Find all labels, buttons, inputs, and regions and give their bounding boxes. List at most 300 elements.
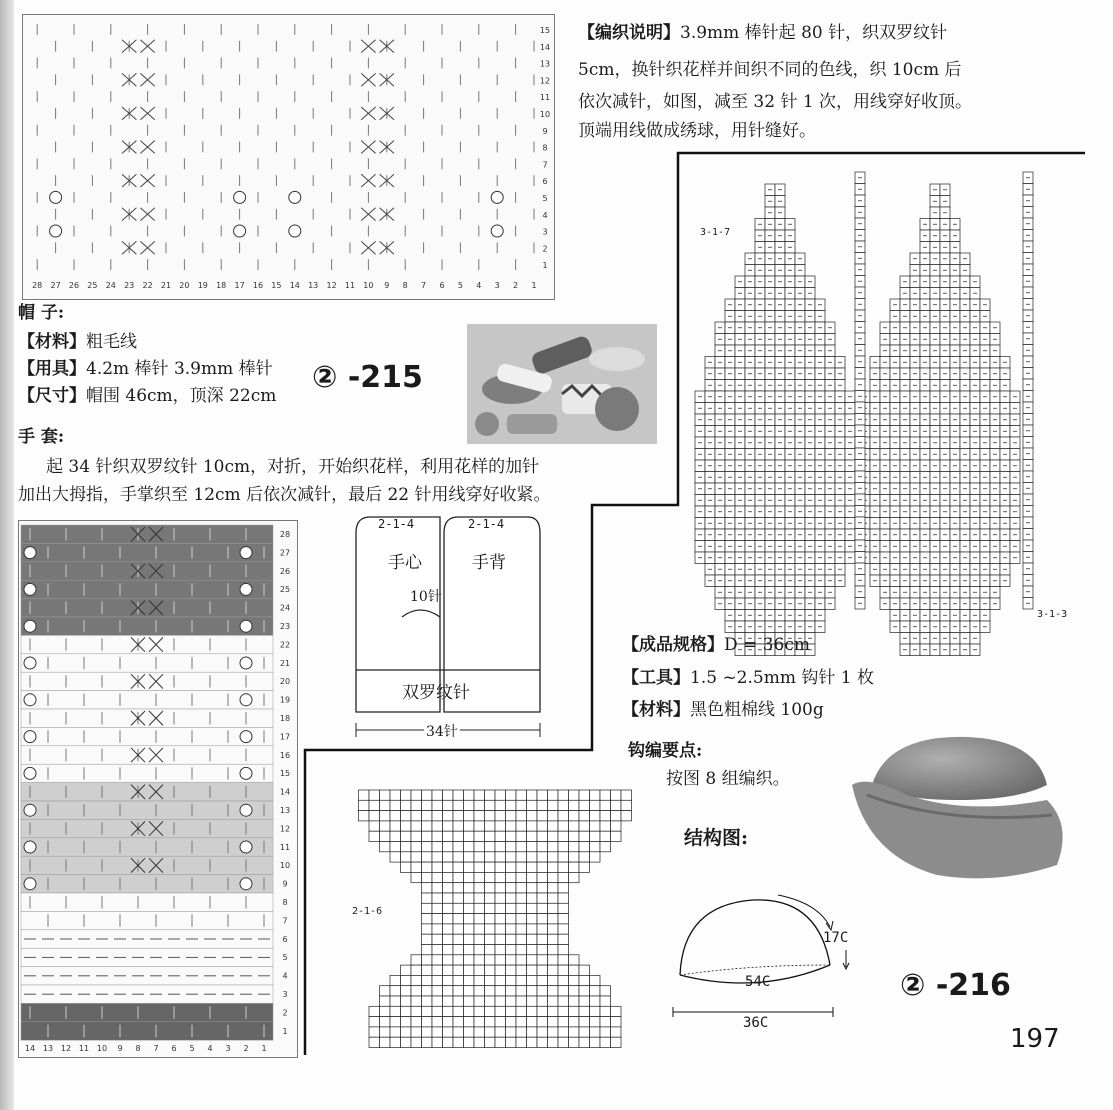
crochet-grid-cell: [527, 852, 538, 862]
column-number: 11: [344, 281, 356, 290]
crochet-grid-cell: [390, 1017, 401, 1027]
crochet-grid-cell: [600, 800, 611, 810]
crochet-grid-cell: [464, 975, 475, 985]
crochet-grid-cell: [516, 945, 527, 955]
crochet-grid-cell: [422, 790, 433, 800]
crochet-grid-cell: [516, 831, 527, 841]
crochet-grid-cell: [390, 842, 401, 852]
crochet-grid-cell: [506, 1037, 517, 1047]
chart-row-band: [21, 948, 273, 966]
row-number: 17: [279, 732, 291, 742]
chart-row-band: [21, 1003, 273, 1021]
crochet-grid-cell: [411, 986, 422, 996]
crochet-grid-cell: [558, 790, 569, 800]
chart-row-band: [21, 893, 273, 911]
crochet-grid-cell: [485, 934, 496, 944]
row-number: 10: [539, 110, 551, 119]
crochet-grid-cell: [537, 1037, 548, 1047]
column-number: 22: [142, 281, 153, 290]
crochet-grid-cell: [464, 883, 475, 893]
crochet-tool-value: 1.5 ~2.5mm 钩针 1 枚: [690, 668, 874, 688]
crochet-grid-cell: [558, 831, 569, 841]
crochet-grid-cell: [432, 924, 443, 934]
crochet-grid-cell: [558, 945, 569, 955]
crochet-grid-cell: [474, 1017, 485, 1027]
row-number: 20: [279, 677, 291, 687]
crochet-grid-cell: [558, 996, 569, 1006]
crochet-grid-cell: [495, 852, 506, 862]
crochet-grid-cell: [495, 862, 506, 872]
crochet-grid-cell: [432, 965, 443, 975]
crochet-grid-cell: [453, 883, 464, 893]
crochet-grid-cell: [537, 924, 548, 934]
crochet-grid-cell: [422, 903, 433, 913]
crochet-grid-cell: [380, 821, 391, 831]
crochet-grid-cell: [401, 1037, 412, 1047]
crochet-grid-cell: [495, 831, 506, 841]
crochet-grid-cell: [464, 831, 475, 841]
yarn-over-symbol: [240, 878, 252, 890]
crochet-grid-cell: [558, 955, 569, 965]
crochet-grid-cell: [600, 986, 611, 996]
column-number: 1: [531, 281, 537, 290]
row-number: 4: [542, 210, 548, 220]
crochet-grid-cell: [569, 831, 580, 841]
crochet-grid-cell: [422, 986, 433, 996]
crochet-grid-cell: [432, 862, 443, 872]
crochet-grid-cell: [485, 883, 496, 893]
crochet-grid-cell: [569, 852, 580, 862]
crochet-grid-cell: [422, 1017, 433, 1027]
crochet-grid-cell: [485, 945, 496, 955]
crochet-grid-cell: [411, 852, 422, 862]
crochet-grid-cell: [516, 811, 527, 821]
crochet-grid-cell: [443, 965, 454, 975]
crochet-grid-cell: [495, 945, 506, 955]
column-number: 8: [402, 281, 408, 290]
crochet-grid-cell: [411, 996, 422, 1006]
crochet-grid-cell: [422, 862, 433, 872]
chart-row-band: [21, 783, 273, 801]
crochet-grid-cell: [401, 1027, 412, 1037]
crochet-grid-cell: [506, 872, 517, 882]
crochet-grid-cell: [422, 842, 433, 852]
crochet-grid-cell: [590, 1037, 601, 1047]
crochet-grid-cell: [506, 862, 517, 872]
crochet-grid-cell: [579, 800, 590, 810]
hat-size-value: 帽围 46cm，顶深 22cm: [86, 386, 277, 406]
crochet-grid-cell: [611, 800, 622, 810]
crochet-grid-cell: [516, 800, 527, 810]
crochet-grid-cell: [453, 914, 464, 924]
crochet-grid-cell: [411, 862, 422, 872]
crochet-grid-cell: [537, 1017, 548, 1027]
yarn-over-symbol: [24, 657, 36, 669]
crochet-grid-cell: [390, 821, 401, 831]
row-number: 19: [279, 695, 291, 705]
crochet-grid-cell: [474, 965, 485, 975]
yarn-over-symbol: [24, 731, 36, 743]
glove-shape-diagram: [340, 505, 540, 745]
crochet-grid-cell: [495, 934, 506, 944]
crochet-grid-cell: [537, 811, 548, 821]
crochet-grid-cell: [590, 1027, 601, 1037]
crochet-grid-cell: [548, 945, 559, 955]
crochet-grid-cell: [611, 1006, 622, 1016]
hat-panel-chart: [690, 170, 1090, 610]
yarn-over-symbol: [24, 804, 36, 816]
crochet-grid-cell: [485, 965, 496, 975]
crochet-grid-cell: [579, 1027, 590, 1037]
crochet-grid-cell: [548, 996, 559, 1006]
crochet-grid-cell: [464, 945, 475, 955]
crochet-grid-cell: [411, 842, 422, 852]
crochet-grid-cell: [537, 872, 548, 882]
crochet-grid-cell: [569, 800, 580, 810]
crochet-grid-cell: [464, 1006, 475, 1016]
crochet-grid-cell: [464, 821, 475, 831]
crochet-grid-cell: [464, 893, 475, 903]
crochet-grid-cell: [548, 903, 559, 913]
column-number: 21: [160, 281, 172, 290]
cap-photo: [847, 725, 1077, 885]
hat-tools-row: [18, 356, 273, 382]
yarn-over-symbol: [240, 547, 252, 559]
crochet-grid-cell: [516, 996, 527, 1006]
crochet-grid-cell: [453, 996, 464, 1006]
crochet-grid-cell: [590, 1017, 601, 1027]
crochet-grid-cell: [537, 790, 548, 800]
crochet-grid-cell: [516, 934, 527, 944]
crochet-grid-cell: [474, 1027, 485, 1037]
row-number: 10: [279, 861, 291, 871]
glove-rib-label: 双罗纹针: [402, 683, 470, 703]
dim-diameter: 36C: [740, 1015, 771, 1031]
row-number: 2: [282, 1008, 288, 1018]
crochet-grid-cell: [401, 986, 412, 996]
glove-text-line-2: 加出大拇指，手掌织至 12cm 后依次减针，最后 22 针用线穿好收紧。: [18, 485, 551, 505]
row-number: 15: [539, 26, 551, 35]
crochet-grid-cell: [600, 1017, 611, 1027]
crochet-grid-cell: [506, 914, 517, 924]
crochet-grid-cell: [495, 872, 506, 882]
crochet-grid-cell: [474, 924, 485, 934]
crochet-grid-cell: [380, 986, 391, 996]
glove-dec-left: 2-1-4: [378, 517, 415, 531]
row-number: 25: [279, 585, 291, 595]
row-number: 9: [542, 126, 548, 136]
crochet-grid-cell: [558, 934, 569, 944]
crochet-grid-cell: [527, 883, 538, 893]
crochet-grid-cell: [380, 1006, 391, 1016]
crochet-grid-cell: [495, 996, 506, 1006]
row-number: 21: [279, 658, 291, 668]
crochet-grid-cell: [390, 831, 401, 841]
glove-text-line-1: 起 34 针织双罗纹针 10cm，对折，开始织花样，利用花样的加针: [46, 457, 540, 477]
crochet-grid-cell: [537, 852, 548, 862]
instructions-line-2: 5cm，换针织花样并间织不同的色线，织 10cm 后: [578, 60, 962, 80]
crochet-grid-cell: [443, 914, 454, 924]
crochet-grid-cell: [600, 811, 611, 821]
crochet-grid-cell: [621, 800, 632, 810]
row-number: 22: [279, 640, 291, 650]
crochet-grid-cell: [537, 914, 548, 924]
crochet-grid-cell: [516, 1006, 527, 1016]
crochet-grid-cell: [506, 831, 517, 841]
column-number: 11: [78, 1044, 90, 1053]
chart-row-band: [21, 801, 273, 819]
crochet-grid-cell: [495, 1017, 506, 1027]
crochet-grid-cell: [569, 975, 580, 985]
crochet-grid-cell: [359, 800, 370, 810]
crochet-grid-cell: [464, 1037, 475, 1047]
crochet-grid-cell: [506, 986, 517, 996]
crochet-grid-cell: [432, 811, 443, 821]
crochet-grid-cell: [600, 1027, 611, 1037]
crochet-key-points-title: 钩编要点:: [628, 741, 703, 761]
column-number: 27: [50, 281, 61, 290]
crochet-grid-cell: [506, 903, 517, 913]
crochet-grid-cell: [453, 831, 464, 841]
hat-material-value: 粗毛线: [86, 332, 137, 352]
crochet-grid-cell: [369, 821, 380, 831]
crochet-grid-cell: [569, 955, 580, 965]
crochet-grid-cell: [495, 842, 506, 852]
crochet-grid-cell: [548, 852, 559, 862]
crochet-grid-cell: [537, 986, 548, 996]
crochet-grid-cell: [390, 811, 401, 821]
crochet-grid-cell: [453, 1017, 464, 1027]
hat-material-row: [18, 329, 137, 355]
glove-width-label: 34针: [424, 721, 460, 741]
crochet-grid-cell: [411, 1017, 422, 1027]
crochet-grid-cell: [432, 934, 443, 944]
crochet-grid-cell: [464, 924, 475, 934]
crochet-grid-cell: [432, 831, 443, 841]
chart-row-band: [21, 819, 273, 837]
crochet-grid-cell: [579, 842, 590, 852]
crochet-grid-cell: [401, 1006, 412, 1016]
crochet-grid-cell: [390, 996, 401, 1006]
crochet-grid-cell: [443, 934, 454, 944]
crochet-grid-cell: [485, 1037, 496, 1047]
column-number: 1: [261, 1044, 267, 1053]
crochet-grid-cell: [600, 1037, 611, 1047]
crochet-grid-cell: [537, 842, 548, 852]
crochet-grid-cell: [485, 831, 496, 841]
crochet-grid-cell: [390, 1027, 401, 1037]
crochet-grid-cell: [432, 996, 443, 1006]
crochet-grid-cell: [359, 790, 370, 800]
crochet-grid-cell: [432, 821, 443, 831]
row-number: 12: [539, 76, 551, 86]
crochet-grid-cell: [527, 893, 538, 903]
crochet-grid-cell: [453, 821, 464, 831]
chart-row-band: [21, 599, 273, 617]
crochet-grid-cell: [453, 811, 464, 821]
hat-size-label: 【尺寸】: [18, 386, 86, 406]
crochet-grid-cell: [453, 1037, 464, 1047]
crochet-tool-label: 【工具】: [622, 668, 690, 688]
crochet-grid-cell: [411, 831, 422, 841]
yarn-over-symbol: [240, 694, 252, 706]
crochet-grid-cell: [485, 852, 496, 862]
crochet-grid-cell: [558, 800, 569, 810]
crochet-grid-cell: [369, 811, 380, 821]
chart-row-band: [21, 580, 273, 598]
crochet-grid-cell: [506, 934, 517, 944]
column-number: 5: [457, 281, 463, 290]
row-number: 11: [539, 93, 551, 103]
crochet-grid-cell: [495, 965, 506, 975]
left-stitch-chart: [18, 520, 298, 1058]
crochet-grid-cell: [537, 955, 548, 965]
column-number: 14: [24, 1044, 36, 1053]
crochet-grid-cell: [558, 903, 569, 913]
crochet-grid-cell: [558, 1027, 569, 1037]
crochet-grid-cell: [443, 883, 454, 893]
crochet-grid-cell: [548, 975, 559, 985]
crochet-grid-cell: [506, 893, 517, 903]
chart-row-band: [21, 525, 273, 543]
crochet-grid-cell: [432, 1027, 443, 1037]
crochet-grid-cell: [401, 790, 412, 800]
crochet-grid-cell: [422, 955, 433, 965]
column-number: 2: [243, 1044, 249, 1053]
crochet-grid-cell: [474, 852, 485, 862]
crochet-grid-cell: [432, 1006, 443, 1016]
column-number: 7: [421, 281, 427, 290]
crochet-grid-cell: [432, 986, 443, 996]
row-number: 26: [279, 566, 291, 576]
crochet-grid-cell: [422, 996, 433, 1006]
crochet-grid-cell: [432, 852, 443, 862]
yarn-over-symbol: [24, 694, 36, 706]
glove-back-label: 手背: [472, 553, 506, 573]
crochet-grid-cell: [558, 1017, 569, 1027]
crochet-grid-cell: [464, 903, 475, 913]
crochet-grid-cell: [558, 883, 569, 893]
crochet-grid-cell: [590, 852, 601, 862]
crochet-grid-cell: [516, 1017, 527, 1027]
row-number: 16: [279, 750, 291, 760]
crochet-grid-cell: [579, 975, 590, 985]
crochet-grid-cell: [579, 852, 590, 862]
crochet-grid-cell: [579, 821, 590, 831]
crochet-grid-cell: [506, 842, 517, 852]
crochet-grid-cell: [516, 842, 527, 852]
crochet-grid-cell: [548, 821, 559, 831]
crochet-grid-cell: [422, 945, 433, 955]
crochet-spec-label: 【成品规格】: [622, 635, 724, 655]
crochet-grid-cell: [390, 790, 401, 800]
crochet-grid-cell: [558, 975, 569, 985]
crochet-grid-cell: [516, 975, 527, 985]
column-number: 5: [189, 1044, 195, 1053]
column-number: 23: [124, 281, 135, 290]
crochet-grid-cell: [474, 831, 485, 841]
crochet-grid-cell: [359, 811, 370, 821]
crochet-grid-cell: [506, 924, 517, 934]
crochet-grid-cell: [485, 872, 496, 882]
crochet-grid-cell: [401, 975, 412, 985]
row-number: 18: [279, 714, 291, 723]
crochet-grid-cell: [390, 975, 401, 985]
crochet-grid-cell: [569, 872, 580, 882]
crochet-grid-cell: [401, 831, 412, 841]
crochet-grid-cell: [548, 986, 559, 996]
crochet-grid-cell: [527, 1017, 538, 1027]
crochet-grid-cell: [474, 862, 485, 872]
column-number: 3: [494, 281, 500, 290]
crochet-grid-cell: [464, 862, 475, 872]
crochet-grid-cell: [422, 965, 433, 975]
yarn-over-symbol: [24, 878, 36, 890]
crochet-grid-cell: [527, 986, 538, 996]
crochet-grid-cell: [474, 811, 485, 821]
crochet-grid-cell: [474, 934, 485, 944]
crochet-grid-cell: [548, 1017, 559, 1027]
crochet-grid-cell: [527, 945, 538, 955]
chart-row-band: [21, 709, 273, 727]
crochet-grid-cell: [422, 800, 433, 810]
crochet-grid-cell: [516, 883, 527, 893]
glove-dec-right: 2-1-4: [468, 517, 505, 531]
pattern-code-216: ② -216: [900, 968, 1011, 1003]
crochet-grid-cell: [401, 852, 412, 862]
crochet-grid-cell: [569, 1027, 580, 1037]
crochet-grid-cell: [558, 842, 569, 852]
crochet-grid-cell: [422, 1006, 433, 1016]
crochet-grid-cell: [516, 1027, 527, 1037]
column-number: 2: [513, 281, 519, 290]
crochet-grid-cell: [548, 800, 559, 810]
crochet-grid-cell: [390, 800, 401, 810]
column-number: 26: [68, 281, 80, 290]
left-stitch-chart-grid: [19, 521, 297, 1057]
instructions-label: 【编织说明】: [578, 23, 680, 43]
crochet-grid-cell: [432, 955, 443, 965]
crochet-grid-cell: [422, 821, 433, 831]
chart-row-band: [21, 930, 273, 948]
crochet-grid-cell: [485, 996, 496, 1006]
crochet-grid-cell: [516, 965, 527, 975]
crochet-grid-cell: [464, 811, 475, 821]
crochet-grid-cell: [537, 821, 548, 831]
crochet-grid-cell: [453, 955, 464, 965]
crochet-grid-cell: [485, 1017, 496, 1027]
crochet-grid-cell: [548, 893, 559, 903]
crochet-grid-cell: [432, 945, 443, 955]
crochet-grid-cell: [474, 883, 485, 893]
instructions-line-3: 依次减针，如图，减至 32 针 1 次，用线穿好收顶。: [578, 92, 973, 112]
column-number: 13: [308, 281, 319, 290]
crochet-grid-cell: [506, 1006, 517, 1016]
crochet-grid-cell: [558, 986, 569, 996]
crochet-grid-cell: [506, 965, 517, 975]
crochet-grid-cell: [380, 831, 391, 841]
crochet-grid-cell: [443, 903, 454, 913]
crochet-grid-cell: [422, 975, 433, 985]
crochet-grid-cell: [474, 903, 485, 913]
row-number: 3: [542, 227, 548, 237]
crochet-grid-cell: [548, 1027, 559, 1037]
crochet-grid-cell: [369, 790, 380, 800]
crochet-grid-cell: [453, 862, 464, 872]
column-number: 10: [363, 281, 374, 290]
crochet-grid-cell: [579, 831, 590, 841]
instructions-line-4: 顶端用线做成绣球，用针缝好。: [578, 121, 816, 141]
